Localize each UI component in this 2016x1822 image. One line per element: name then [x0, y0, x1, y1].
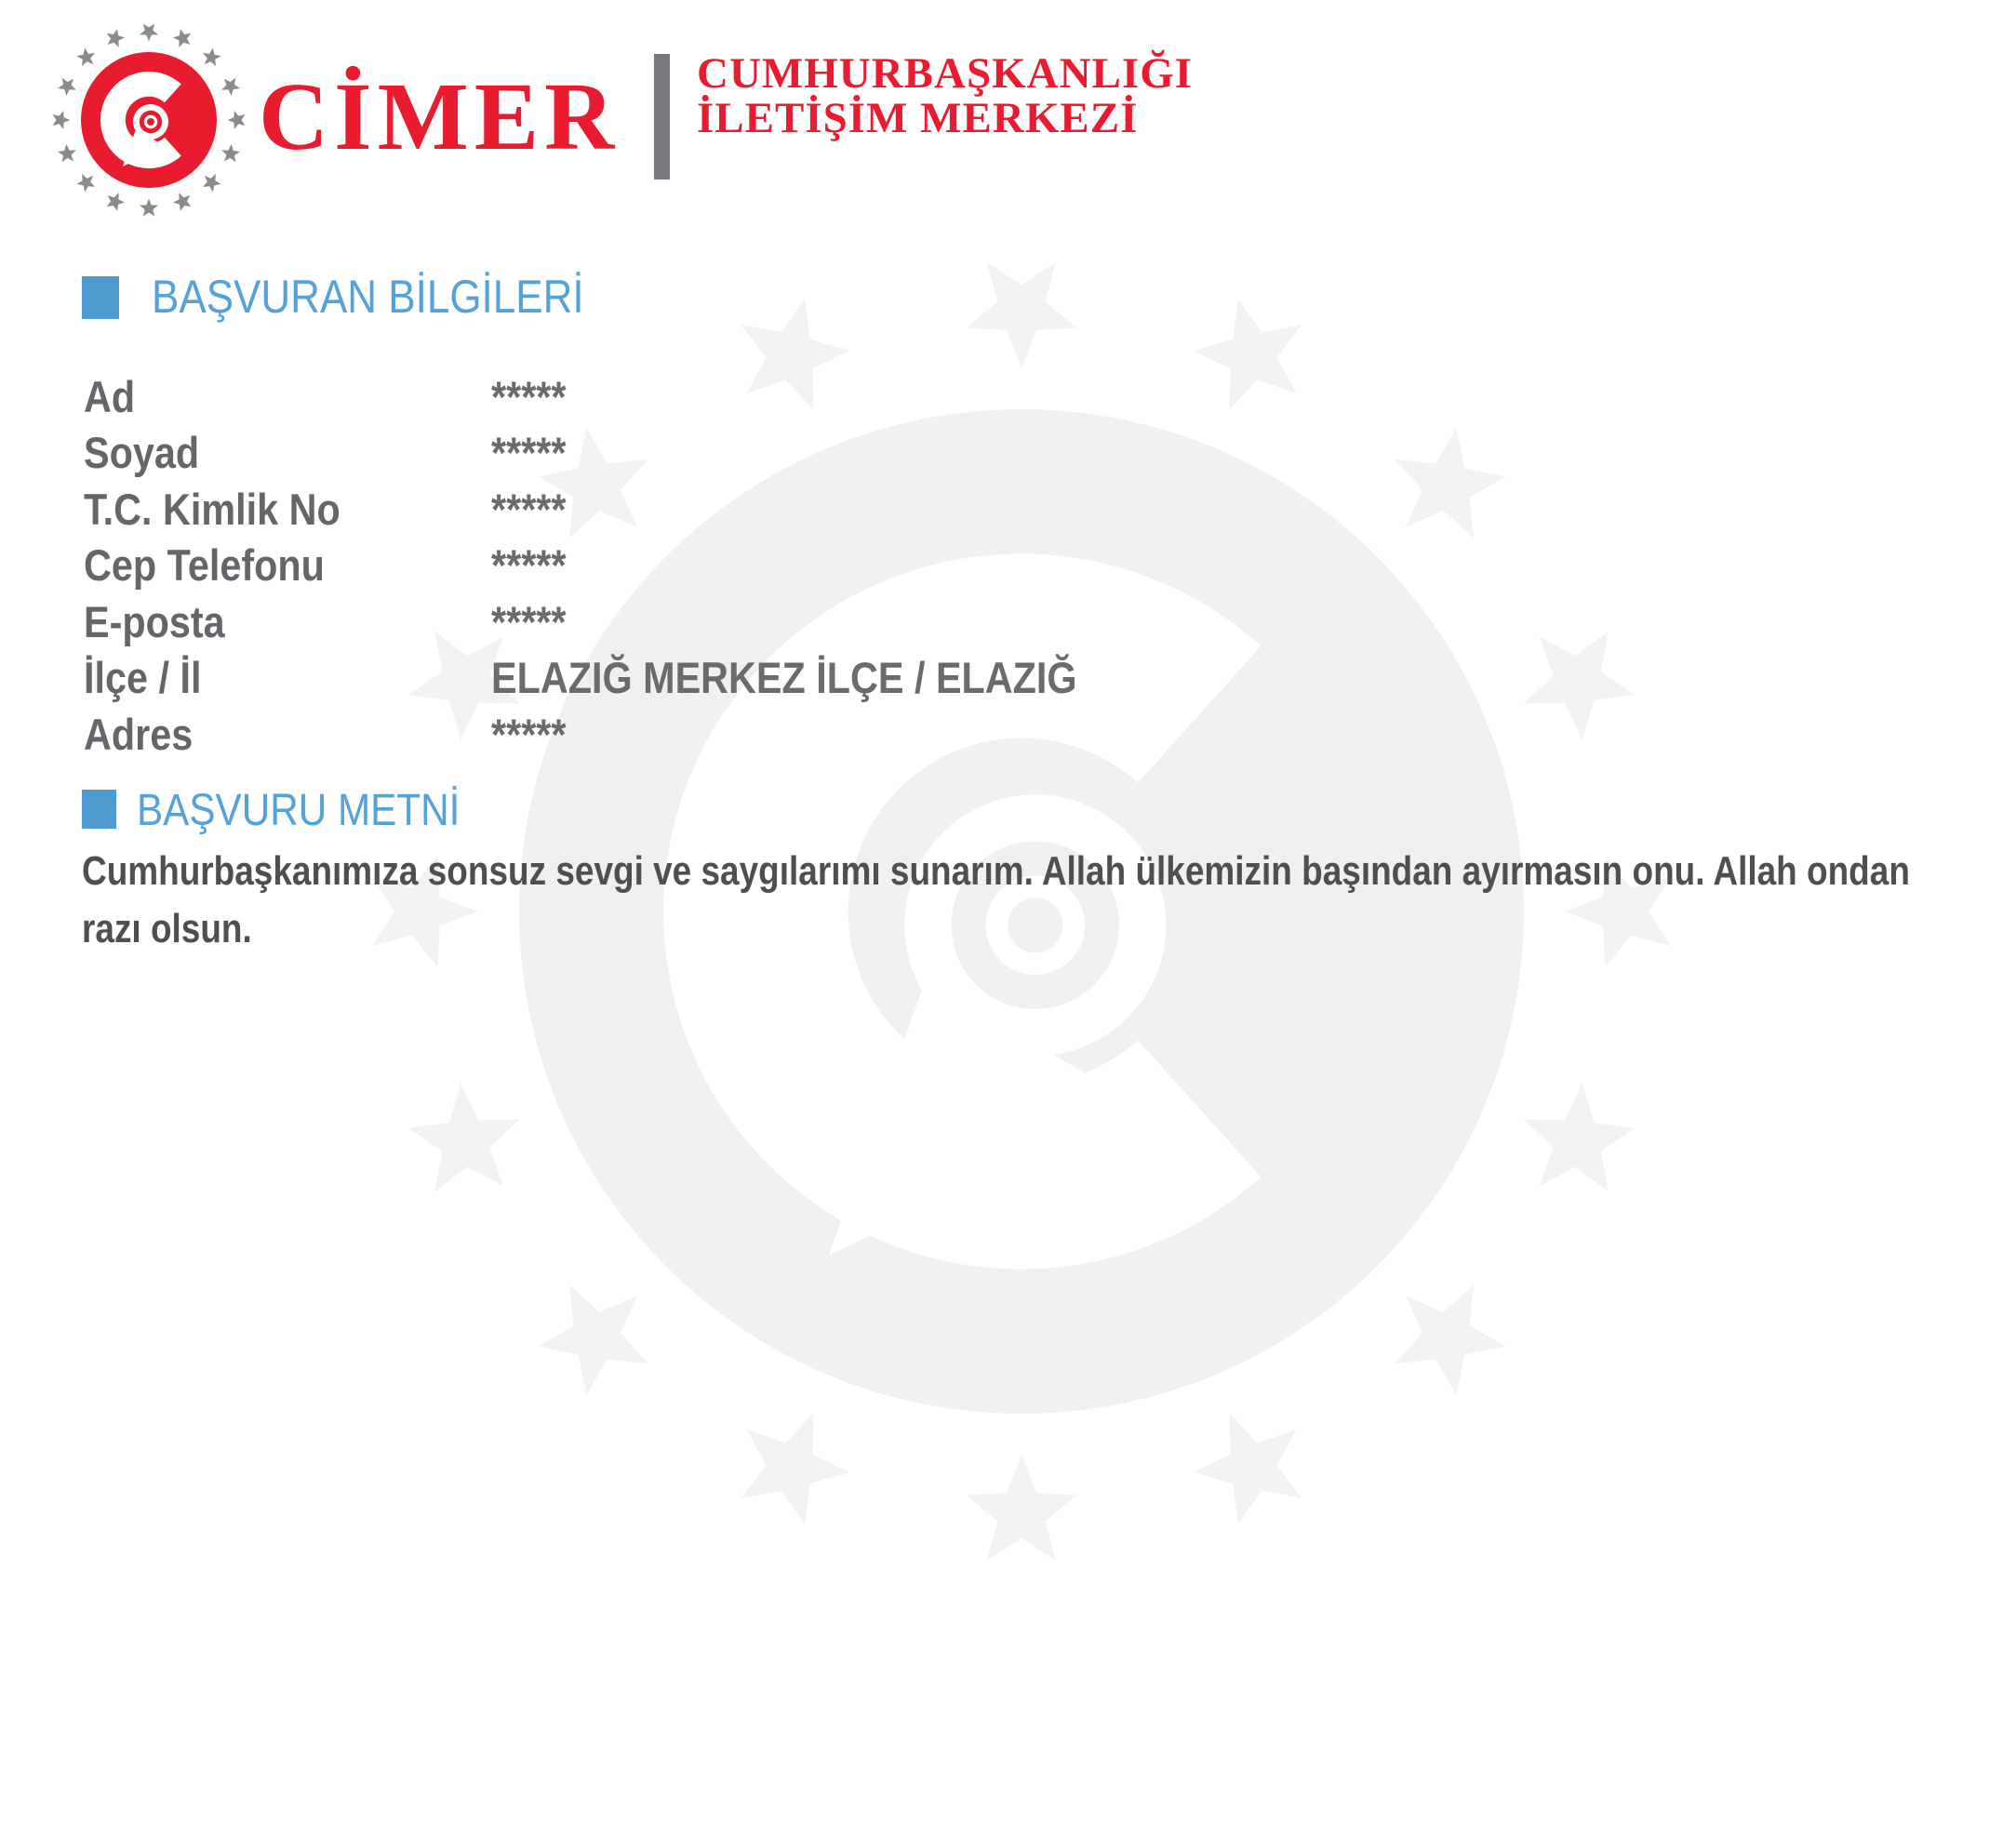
application-text: Cumhurbaşkanımıza sonsuz sevgi ve saygılarımı sunarım. Allah ülkemizin başından ayırmasın onu. Allah ondan razı olsun. [82, 848, 1910, 951]
field-label: İlçe / İl [84, 653, 202, 702]
logo-subtitle-line1: CUMHURBAŞKANLIĞI [697, 49, 1194, 98]
field-value: ***** [491, 710, 567, 759]
field-value: ELAZIĞ MERKEZ İLÇE / ELAZIĞ [491, 653, 1077, 702]
field-row-ad [0, 368, 2016, 424]
field-value: ***** [491, 597, 567, 646]
field-label: T.C. Kimlik No [84, 485, 340, 534]
field-label: Ad [84, 372, 136, 421]
field-row-cep-telefonu [0, 537, 2016, 592]
field-label: E-posta [84, 597, 225, 646]
field-label: Adres [84, 710, 194, 759]
applicant-section-bullet-icon [82, 276, 119, 319]
field-label: Soyad [84, 428, 200, 477]
field-label: Cep Telefonu [84, 540, 325, 590]
field-row-ilce-il [0, 649, 2016, 705]
field-value: ***** [491, 540, 567, 590]
field-value: ***** [491, 428, 567, 477]
field-row-eposta [0, 593, 2016, 649]
logo-subtitle-line2: İLETİŞİM MERKEZİ [697, 94, 1139, 142]
cimer-emblem-icon [50, 21, 247, 219]
field-row-adres [0, 706, 2016, 762]
applicant-section-title-text: BAŞVURAN BİLGİLERİ [152, 271, 584, 323]
logo-subtitle [697, 51, 1193, 140]
applicant-section-title [152, 272, 643, 322]
field-value: ***** [491, 372, 567, 421]
field-row-tc-kimlik-no [0, 481, 2016, 537]
application-section-title-text: BAŞVURU METNİ [137, 786, 461, 835]
cimer-wordmark: CİMER [259, 63, 621, 170]
field-row-soyad [0, 424, 2016, 480]
application-section-bullet-icon [82, 790, 116, 829]
field-value: ***** [491, 485, 567, 534]
logo-divider [654, 54, 670, 180]
application-section-title [137, 787, 504, 835]
